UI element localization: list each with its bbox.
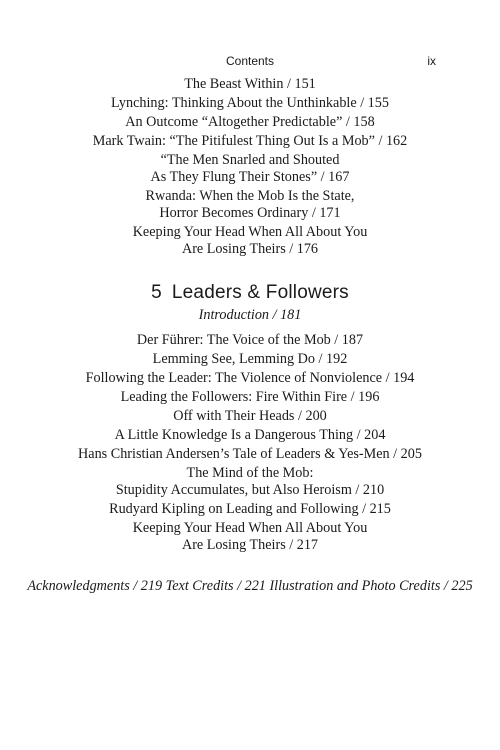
toc-entry-line: Are Losing Theirs / 217 (181, 537, 319, 553)
toc-entry (0, 224, 500, 258)
toc-entry-line: The Mind of the Mob: (186, 465, 314, 481)
toc-entry (0, 133, 500, 150)
chapter-heading (0, 282, 500, 304)
toc-entry-line: An Outcome “Altogether Predictable” / 158 (125, 114, 375, 130)
toc-entry (0, 501, 500, 518)
toc-entry-line: Rwanda: When the Mob Is the State, (145, 188, 355, 204)
toc-entry-line: As They Flung Their Stones” / 167 (150, 169, 350, 185)
toc-entry (0, 95, 500, 112)
back-matter-entry: Illustration and Photo Credits / 225 (269, 578, 473, 594)
toc-entry (0, 520, 500, 554)
toc-entry-line: Following the Leader: The Violence of Nonviolence / 194 (85, 370, 415, 386)
toc-entry (0, 188, 500, 222)
toc-entry-line: Keeping Your Head When All About You (132, 520, 368, 536)
chapter-number: 5 (151, 282, 162, 303)
toc-entry-line: Lynching: Thinking About the Unthinkable / 155 (111, 95, 389, 111)
toc-entry (0, 76, 500, 93)
chapter-title: Leaders & Followers (171, 282, 349, 303)
toc-entry (0, 427, 500, 444)
toc-entry (0, 152, 500, 186)
toc-entry-line: Lemming See, Lemming Do / 192 (152, 351, 348, 367)
toc-entry-line: Keeping Your Head When All About You (132, 224, 368, 240)
toc-entry-line: Hans Christian Andersen’s Tale of Leaders & Yes-Men / 205 (78, 446, 422, 462)
toc-entry-line: Leading the Followers: Fire Within Fire / 196 (120, 389, 380, 405)
running-head (0, 52, 500, 70)
introduction-entry: Introduction / 181 (198, 307, 302, 323)
toc-entry-line: Rudyard Kipling on Leading and Following / 215 (109, 501, 391, 517)
page-number: ix (427, 54, 436, 68)
running-head-title: Contents (225, 54, 275, 68)
toc-introduction (0, 307, 500, 324)
back-matter-entry: Text Credits / 221 (165, 578, 266, 594)
toc-back-matter (0, 578, 500, 595)
toc-entry (0, 114, 500, 131)
toc-entry (0, 370, 500, 387)
toc-entry-line: A Little Knowledge Is a Dangerous Thing / 204 (114, 427, 386, 443)
toc-entry-line: Off with Their Heads / 200 (173, 408, 327, 424)
toc-entry-line: The Beast Within / 151 (184, 76, 316, 92)
toc-entry (0, 408, 500, 425)
toc-entry-line: Horror Becomes Ordinary / 171 (159, 205, 341, 221)
toc-entry-line: Stupidity Accumulates, but Also Heroism / 210 (115, 482, 385, 498)
toc-entry (0, 332, 500, 349)
toc-section-chapter-5 (0, 332, 500, 554)
toc-entry (0, 465, 500, 499)
toc-entry-line: Are Losing Theirs / 176 (181, 241, 319, 257)
toc-entry-line: “The Men Snarled and Shouted (160, 152, 340, 168)
back-matter-entry: Acknowledgments / 219 (27, 578, 163, 594)
toc-entry-line: Der Führer: The Voice of the Mob / 187 (136, 332, 364, 348)
toc-entry (0, 351, 500, 368)
toc-entry (0, 446, 500, 463)
toc-entry (0, 389, 500, 406)
toc-entry-line: Mark Twain: “The Pitifulest Thing Out Is a Mob” / 162 (92, 133, 408, 149)
toc-section-chapter-4-tail (0, 76, 500, 258)
